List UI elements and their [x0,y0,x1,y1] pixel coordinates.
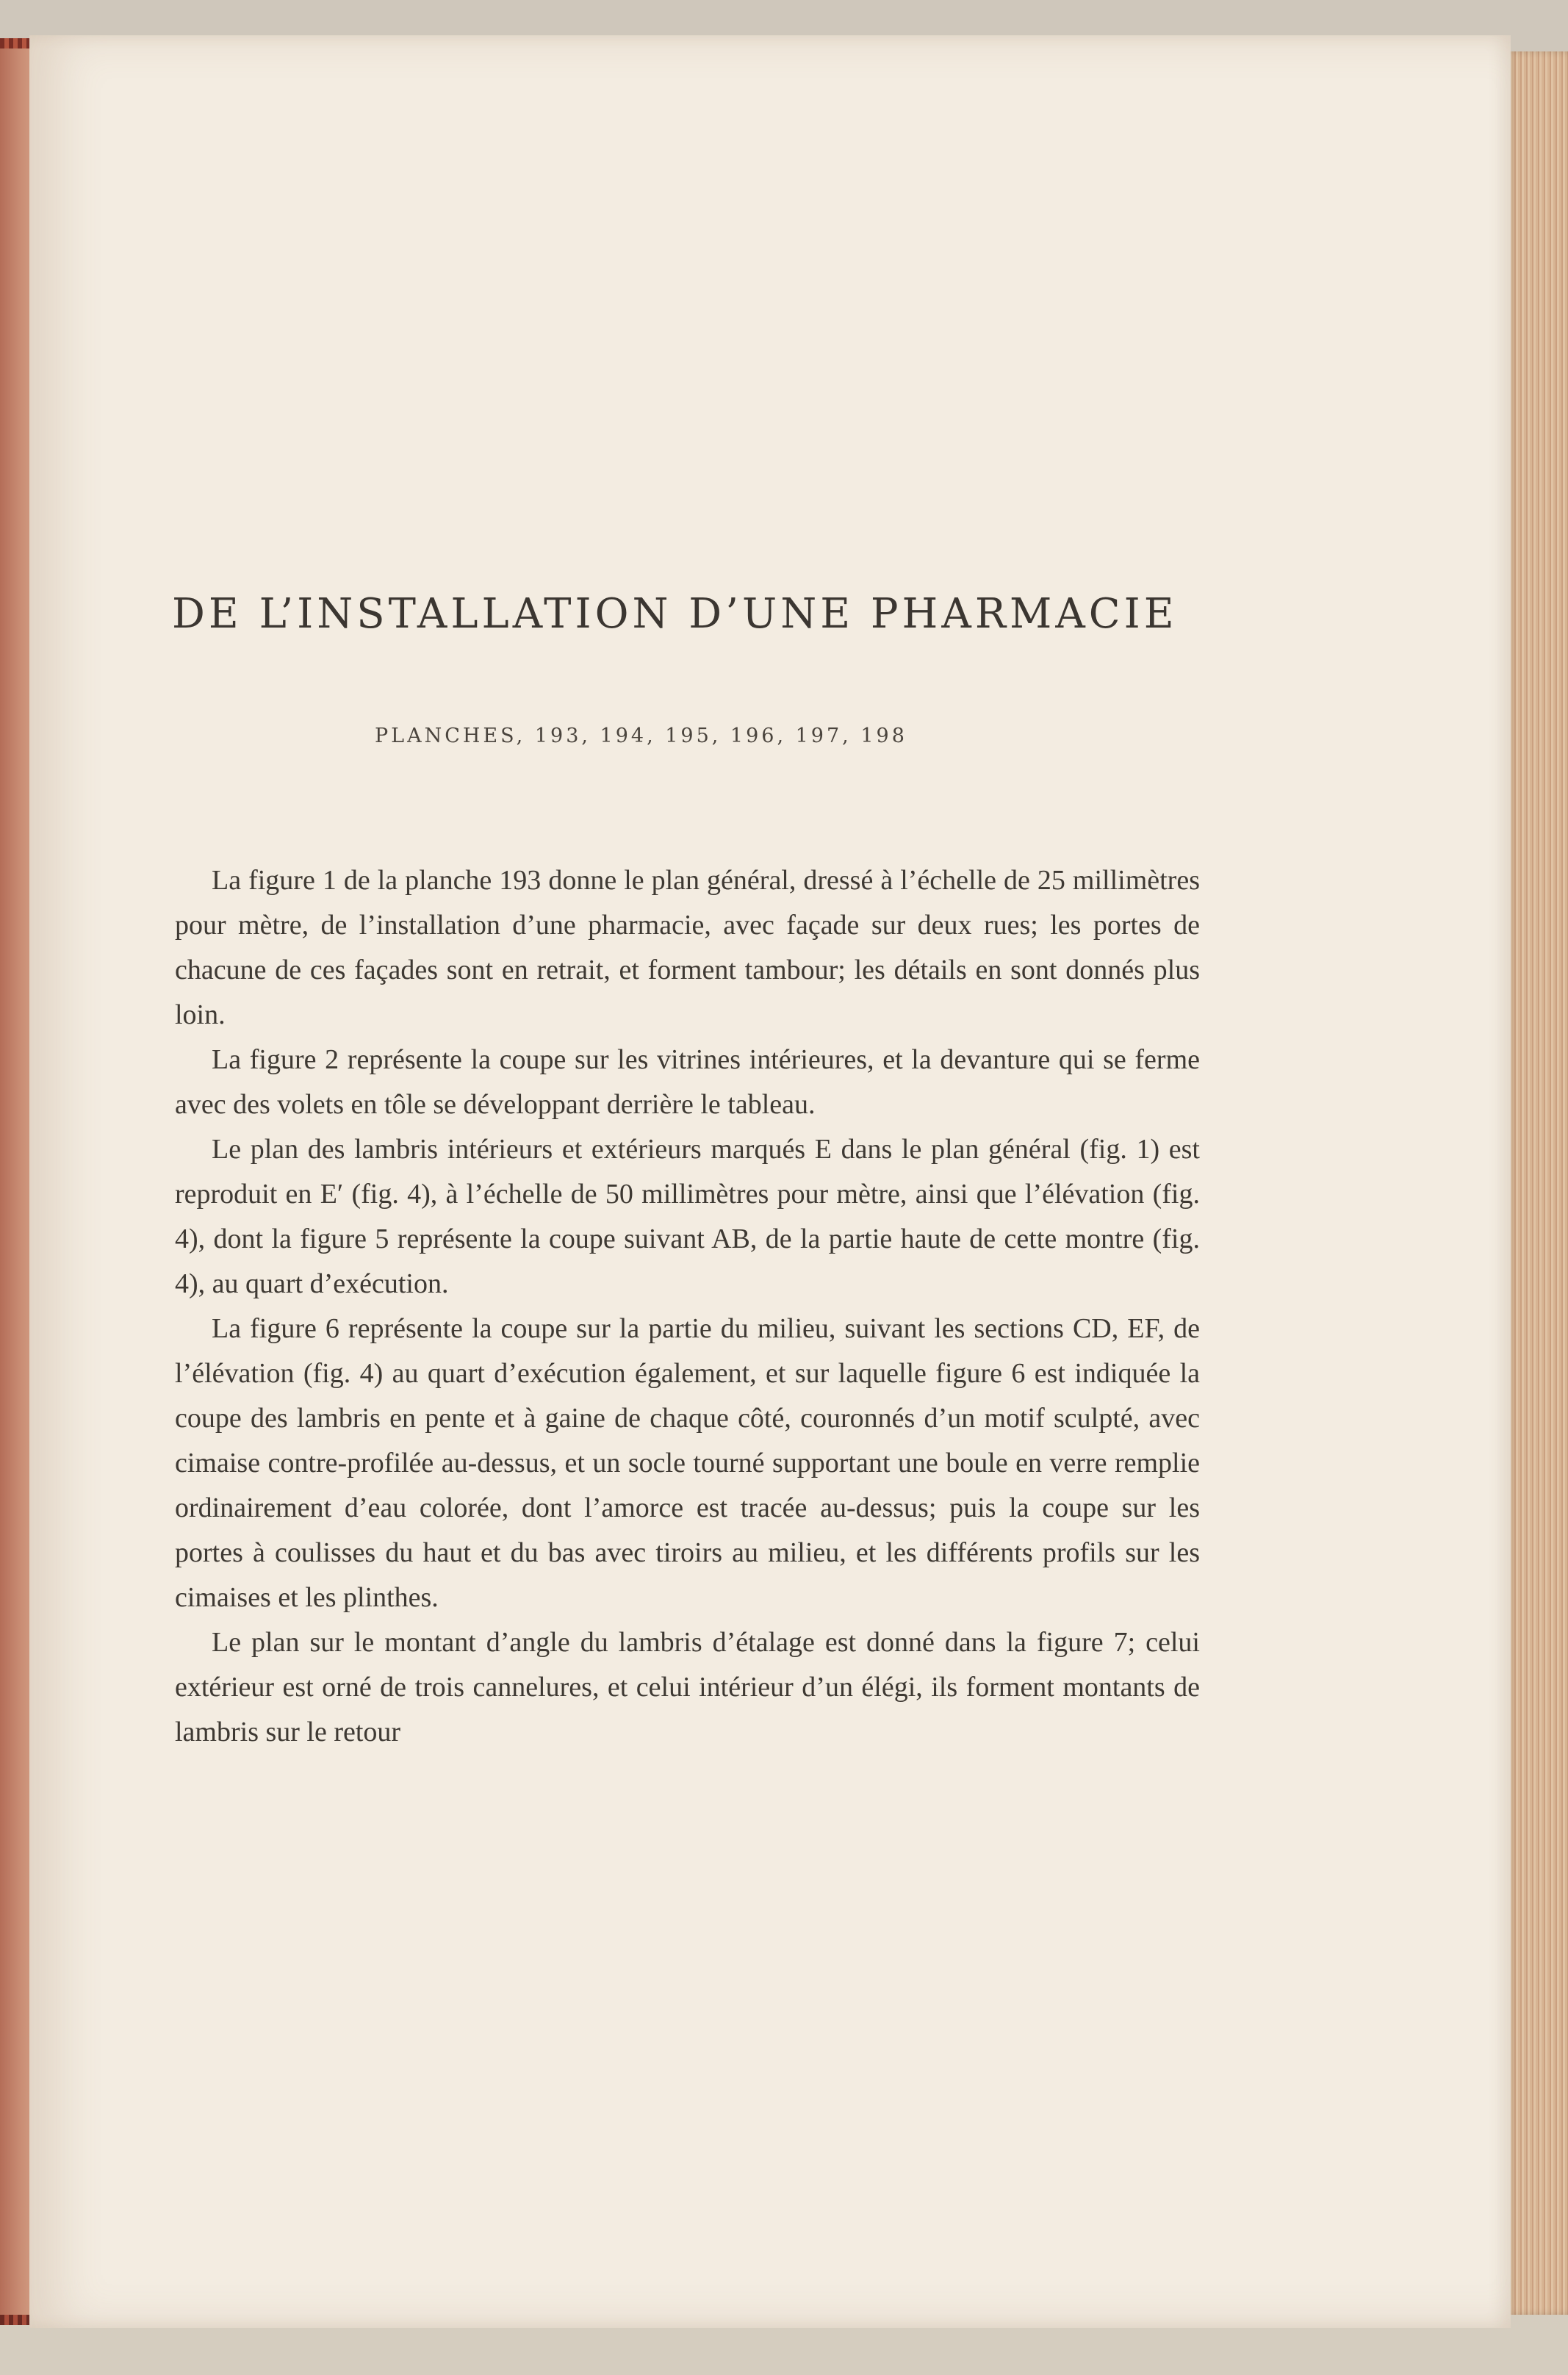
body-text [175,858,1200,1755]
page-edges-right [1506,51,1568,2315]
chapter-title: DE L’INSTALLATION D’UNE PHARMACIE [172,590,1178,638]
plates-subtitle: PLANCHES, 193, 194, 195, 196, 197, 198 [375,725,907,747]
paragraph: La figure 1 de la planche 193 donne le plan général, dressé à l’échelle de 25 millimètres pour mètre, de l’installation d’une pharmacie, avec façade sur deux rues; les portes de chacune de ces façades sont en retrait, et forment tambour; les détails en sont donnés plus loin. [175,865,1200,1030]
paragraph: La figure 6 représente la coupe sur la partie du milieu, suivant les sections CD, EF, de l’élévation (fig. 4) au quart d’exécution également, et sur laquelle figure 6 est indiquée la coupe des lambris en pente et à gaine de chaque côté, couronnés d’un motif sculpté, avec cimaise contre-profilée au-dessus, et un socle tourné supportant une boule en verre remplie ordinairement d’eau colorée, dont l’amorce est tracée au-dessus; puis la coupe sur les portes à coulisses du haut et du bas avec tiroirs au milieu, et les différents profils sur les cimaises et les plinthes. [175,1313,1200,1613]
paragraph: Le plan sur le montant d’angle du lambris d’étalage est donné dans la figure 7; celui extérieur est orné de trois cannelures, et celui intérieur d’un élégi, ils forment montants de lambris sur le retour [175,1627,1200,1747]
paragraph: Le plan des lambris intérieurs et extérieurs marqués E dans le plan général (fig. 1) est reproduit en E′ (fig. 4), à l’échelle de 50 millimètres pour mètre, ainsi que l’élévation (fig. 4), dont la figure 5 représente la coupe suivant AB, de la partie haute de cette montre (fig. 4), au quart d’exécution. [175,1134,1200,1299]
paragraph: La figure 2 représente la coupe sur les vitrines intérieures, et la devanture qui se ferme avec des volets en tôle se développant derrière le tableau. [175,1044,1200,1120]
book-page [29,35,1511,2328]
